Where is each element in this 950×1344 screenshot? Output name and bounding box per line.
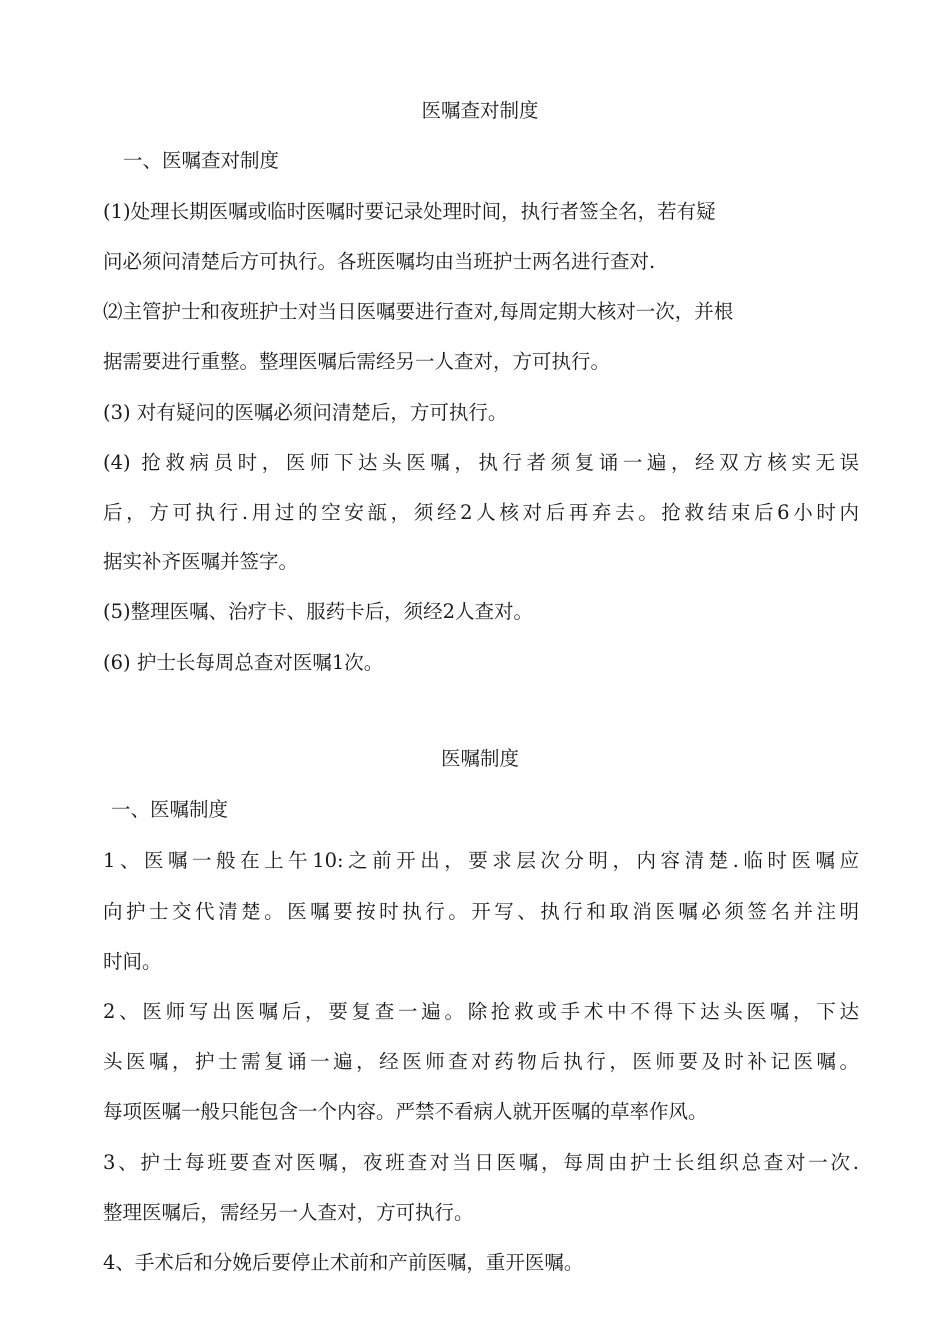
paragraph-line: 问必须问清楚后方可执行。各班医嘱均由当班护士两名进行查对. — [103, 250, 656, 273]
paragraph-line: 4、手术后和分娩后要停止术前和产前医嘱，重开医嘱。 — [103, 1251, 584, 1274]
paragraph-line: 头医嘱，护士需复诵一遍，经医师查对药物后执行，医师要及时补记医嘱。 — [103, 1050, 859, 1073]
section2-heading: 一、医嘱制度 — [111, 798, 229, 821]
paragraph-line: (6) 护士长每周总查对医嘱1次。 — [103, 651, 384, 674]
section1-title: 医嘱查对制度 — [421, 99, 539, 122]
paragraph-line: (5)整理医嘱、治疗卡、服药卡后，须经2人查对。 — [103, 600, 534, 623]
paragraph-line: 整理医嘱后，需经另一人查对，方可执行。 — [103, 1201, 474, 1224]
paragraph-line: ⑵主管护士和夜班护士对当日医嘱要进行查对,每周定期大核对一次，并根 — [103, 300, 734, 323]
paragraph-line: 后，方可执行.用过的空安瓿，须经2人核对后再弃去。抢救结束后6小时内 — [103, 501, 859, 524]
paragraph-line: 据需要进行重整。整理医嘱后需经另一人查对，方可执行。 — [103, 350, 611, 373]
paragraph-line: 3、护士每班要查对医嘱，夜班查对当日医嘱，每周由护士长组织总查对一次. — [103, 1151, 859, 1174]
section1-heading: 一、医嘱查对制度 — [123, 149, 280, 172]
paragraph-line: 2、医师写出医嘱后，要复查一遍。除抢救或手术中不得下达头医嘱，下达 — [103, 1000, 859, 1023]
paragraph-line: 时间。 — [103, 950, 162, 973]
paragraph-line: (4) 抢救病员时，医师下达头医嘱，执行者须复诵一遍，经双方核实无误 — [103, 451, 859, 474]
paragraph-line: 据实补齐医嘱并签字。 — [103, 550, 299, 573]
paragraph-line: 向护士交代清楚。医嘱要按时执行。开写、执行和取消医嘱必须签名并注明 — [103, 900, 859, 923]
paragraph-line: (3) 对有疑问的医嘱必须问清楚后，方可执行。 — [103, 401, 508, 424]
paragraph-line: 每项医嘱一般只能包含一个内容。严禁不看病人就开医嘱的草率作风。 — [103, 1100, 708, 1123]
paragraph-line: (1)处理长期医嘱或临时医嘱时要记录处理时间，执行者签全名，若有疑 — [103, 200, 716, 223]
paragraph-line: 1、医嘱一般在上午10:之前开出，要求层次分明，内容清楚.临时医嘱应 — [103, 849, 859, 872]
section2-title: 医嘱制度 — [440, 747, 519, 770]
